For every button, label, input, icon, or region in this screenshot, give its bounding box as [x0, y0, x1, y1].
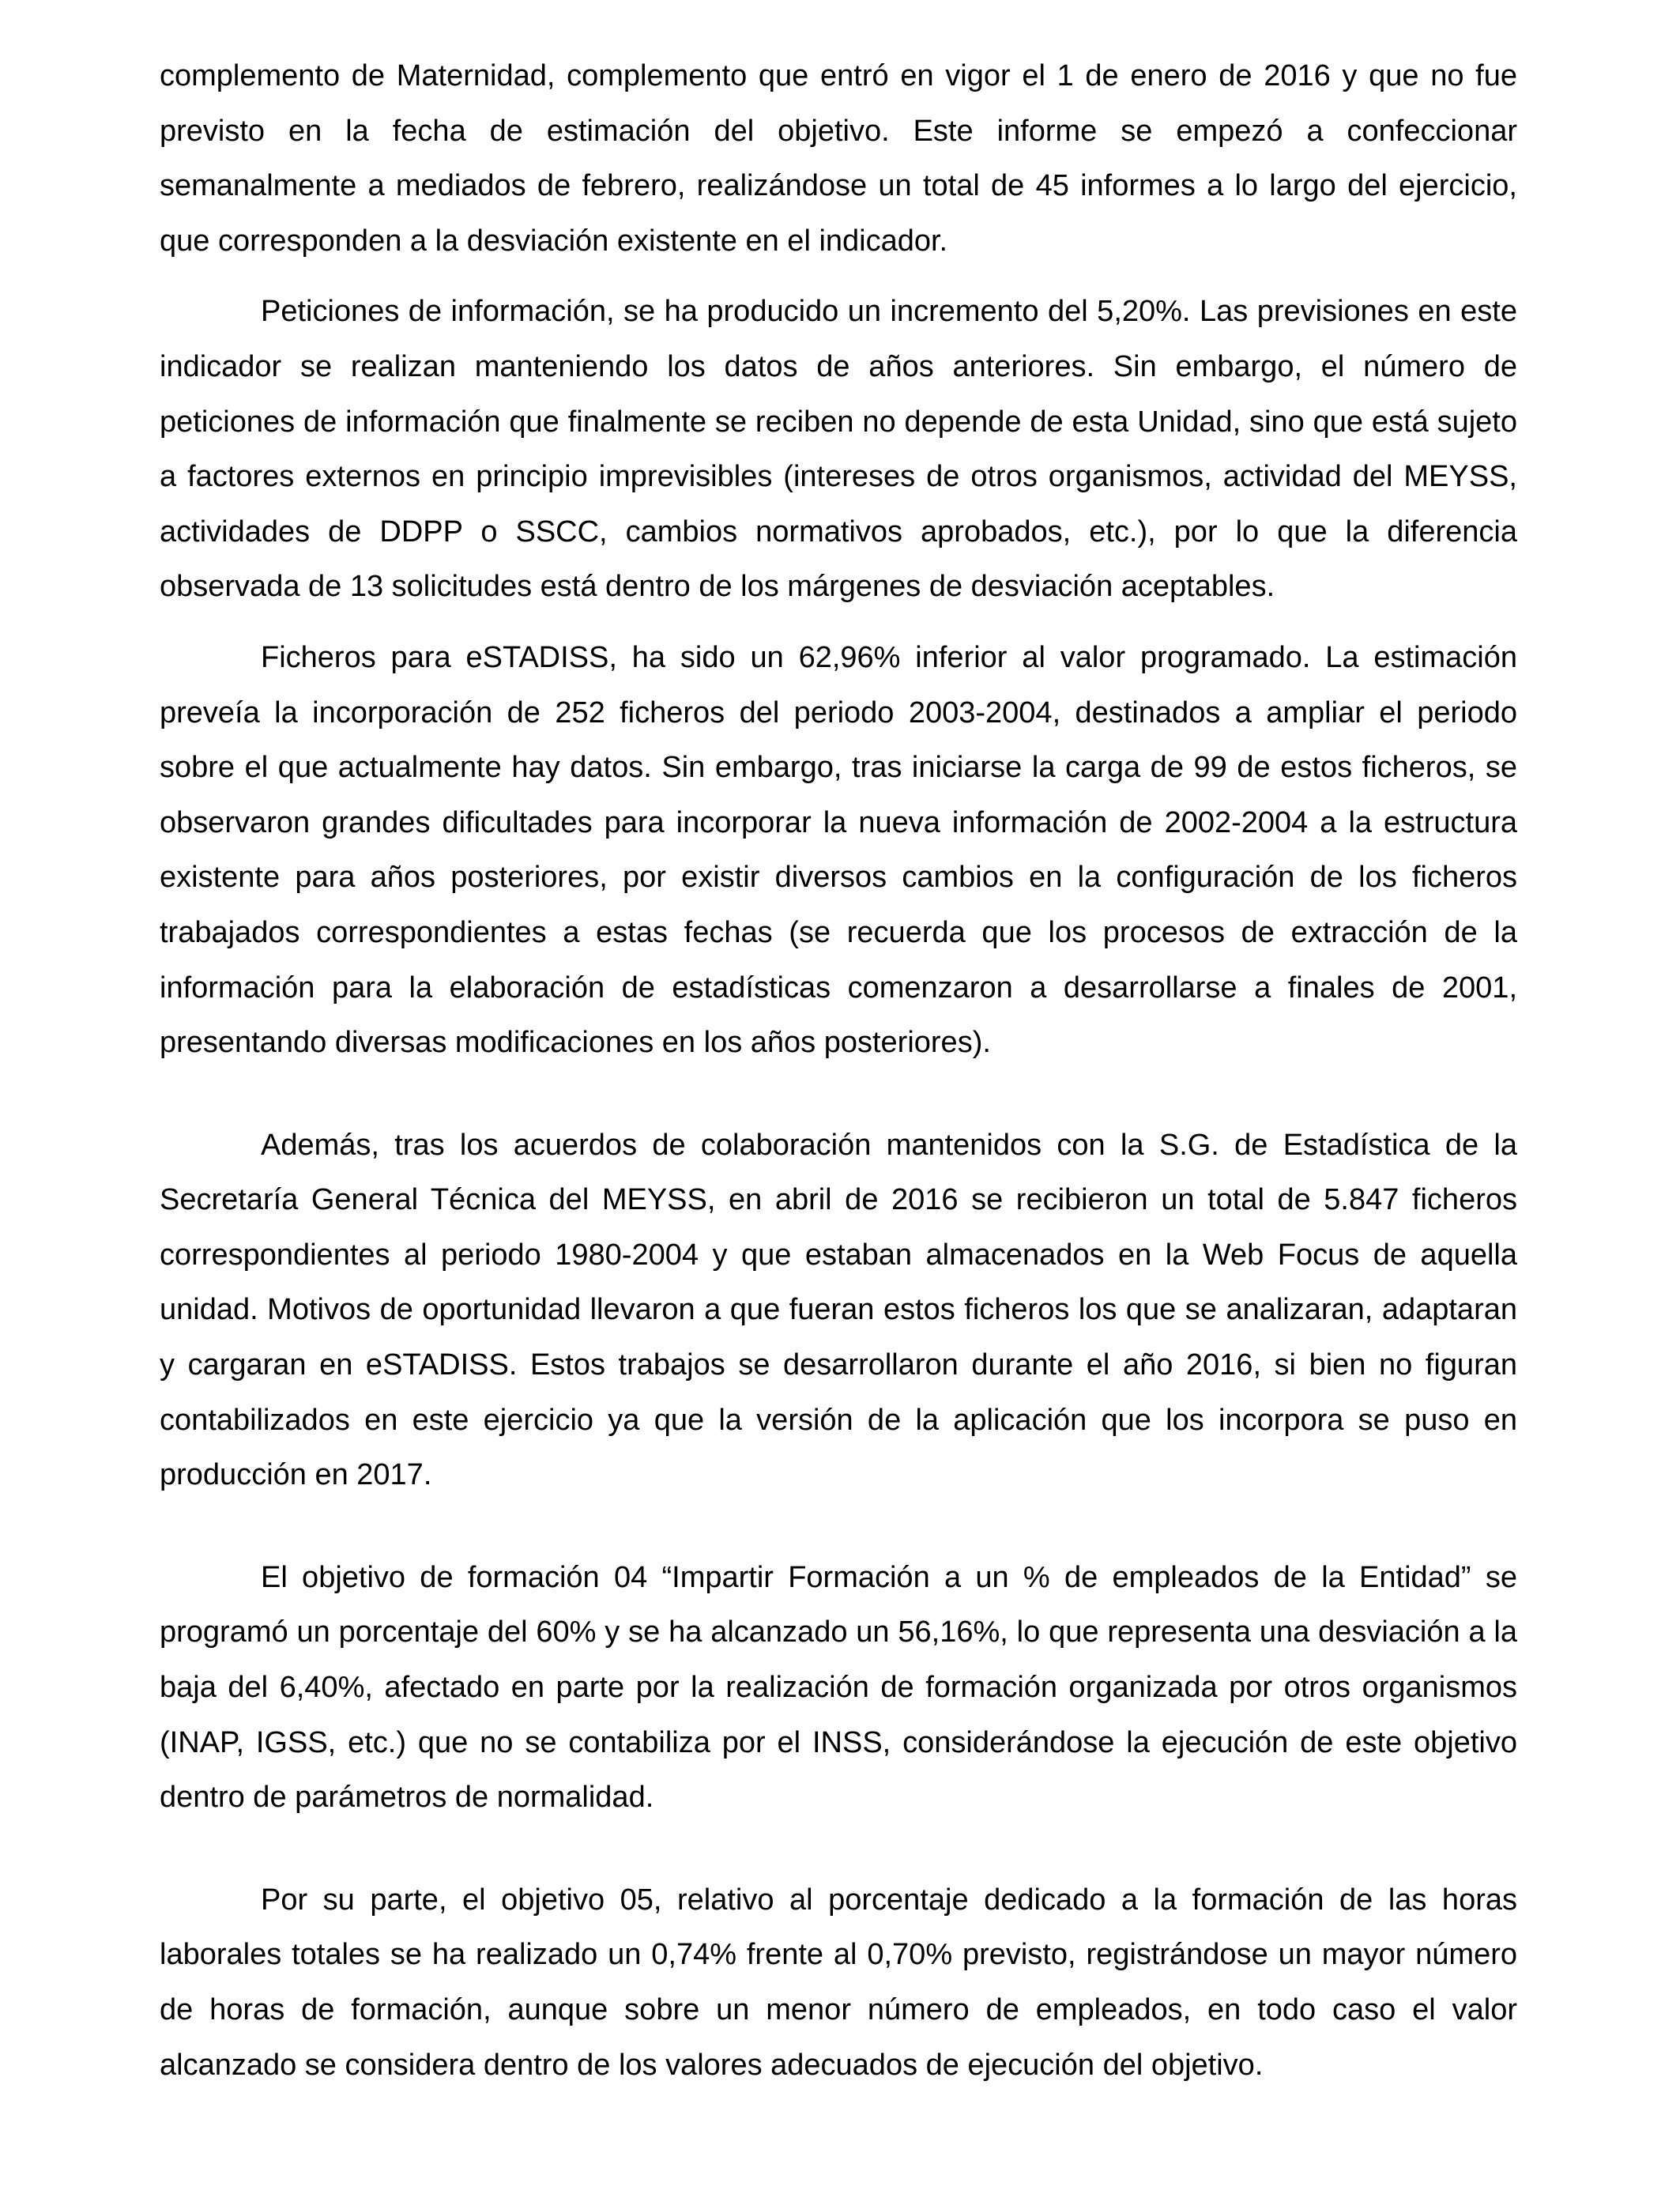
paragraph-objetivo-05: Por su parte, el objetivo 05, relativo al porcentaje dedicado a la formación de las horas laborales totales se ha realizado un 0,74% frente al 0,70% previsto, registrándose un mayor número de horas de formación, aunque sobre un menor número de empleados, en todo caso el valor alcanzado se considera dentro de los valores adecuados de ejecución del objetivo. — [160, 1883, 1517, 2082]
paragraph-acuerdos-colaboracion: Además, tras los acuerdos de colaboración mantenidos con la S.G. de Estadística de la Secretaría General Técnica del MEYSS, en abril de 2016 se recibieron un total de 5.847 ficheros correspondientes al periodo 1980-2004 y que estaban almacenados en la Web Focus de aquella unidad. Motivos de oportunidad llevaron a que fueran estos ficheros los que se analizaran, adaptaran y cargaran en eSTADISS. Estos trabajos se desarrollaron durante el año 2016, si bien no figuran contabilizados en este ejercicio ya que la versión de la aplicación que los incorpora se puso en producción en 2017. — [160, 1128, 1517, 1492]
paragraph-peticiones-informacion: Peticiones de información, se ha producido un incremento del 5,20%. Las previsiones en este indicador se realizan manteniendo los datos de años anteriores. Sin embargo, el número de peticiones de información que finalmente se reciben no depende de esta Unidad, sino que está sujeto a factores externos en principio imprevisibles (intereses de otros organismos, actividad del MEYSS, actividades de DDPP o SSCC, cambios normativos aprobados, etc.), por lo que la diferencia observada de 13 solicitudes está dentro de los márgenes de desviación aceptables. — [160, 295, 1517, 604]
paragraph-ficheros-estadiss: Ficheros para eSTADISS, ha sido un 62,96% inferior al valor programado. La estimación preveía la incorporación de 252 ficheros del periodo 2003-2004, destinados a ampliar el periodo sobre el que actualmente hay datos. Sin embargo, tras iniciarse la carga de 99 de estos ficheros, se observaron grandes dificultades para incorporar la nueva información de 2002-2004 a la estructura existente para años posteriores, por existir diversos cambios en la configuración de los ficheros trabajados correspondientes a estas fechas (se recuerda que los procesos de extracción de la información para la elaboración de estadísticas comenzaron a desarrollarse a finales de 2001, presentando diversas modificaciones en los años posteriores). — [160, 640, 1517, 1060]
document-body — [160, 49, 1517, 2093]
paragraph-maternidad: complemento de Maternidad, complemento que entró en vigor el 1 de enero de 2016 y que no fue previsto en la fecha de estimación del objetivo. Este informe se empezó a confeccionar semanalmente a mediados de febrero, realizándose un total de 45 informes a lo largo del ejercicio, que corresponden a la desviación existente en el indicador. — [160, 59, 1517, 258]
paragraph-objetivo-formacion-04: El objetivo de formación 04 “Impartir Formación a un % de empleados de la Entidad” se programó un porcentaje del 60% y se ha alcanzado un 56,16%, lo que representa una desviación a la baja del 6,40%, afectado en parte por la realización de formación organizada por otros organismos (INAP, IGSS, etc.) que no se contabiliza por el INSS, considerándose la ejecución de este objetivo dentro de parámetros de normalidad. — [160, 1560, 1517, 1815]
